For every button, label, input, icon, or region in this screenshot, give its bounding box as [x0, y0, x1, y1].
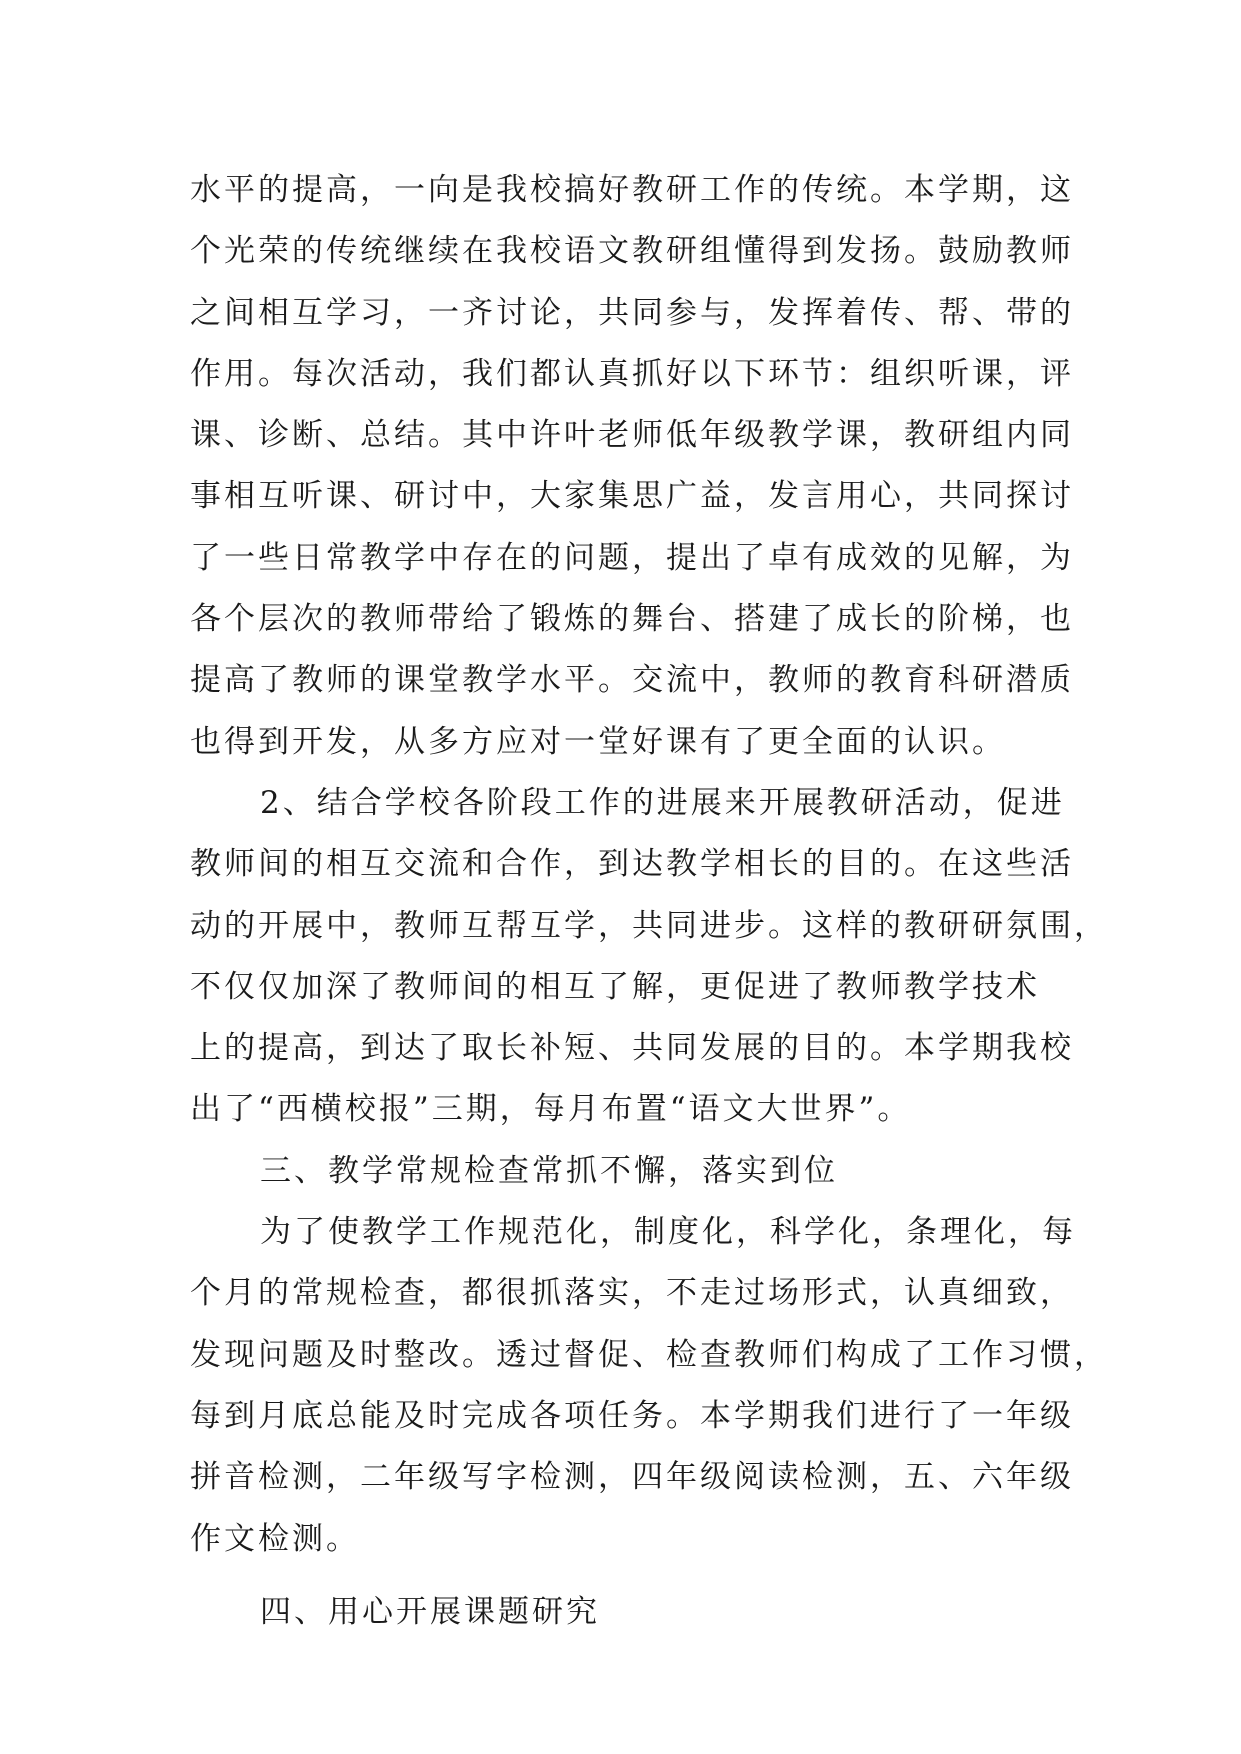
paragraph-2	[190, 773, 1108, 1141]
section-heading-3: 三、教学常规检查常抓不懈，落实到位	[260, 1152, 838, 1189]
text-line: 每到月底总能及时完成各项任务。本学期我们进行了一年级	[190, 1397, 1074, 1434]
paragraph-3	[190, 1202, 1108, 1570]
text-line: 作用。每次活动，我们都认真抓好以下环节：组织听课，评	[190, 355, 1074, 392]
text-line: 为了使教学工作规范化，制度化，科学化，条理化，每	[260, 1214, 1076, 1251]
text-line: 上的提高，到达了取长补短、共同发展的目的。本学期我校	[190, 1030, 1074, 1067]
text-line: 发现问题及时整改。透过督促、检查教师们构成了工作习惯，	[190, 1336, 1108, 1373]
document-body	[190, 160, 1108, 1643]
text-line: 拼音检测，二年级写字检测，四年级阅读检测，五、六年级	[190, 1459, 1074, 1496]
text-line: 教师间的相互交流和合作，到达教学相长的目的。在这些活	[190, 846, 1074, 883]
text-line: 之间相互学习，一齐讨论，共同参与，发挥着传、帮、带的	[190, 294, 1074, 331]
section-heading-4: 四、用心开展课题研究	[260, 1593, 600, 1630]
text-line: 2、结合学校各阶段工作的进展来开展教研活动，促进	[260, 784, 1065, 821]
text-line: 各个层次的教师带给了锻炼的舞台、搭建了成长的阶梯，也	[190, 601, 1074, 638]
text-line: 课、诊断、总结。其中许叶老师低年级教学课，教研组内同	[190, 417, 1074, 454]
text-line: 作文检测。	[190, 1520, 360, 1557]
text-line: 了一些日常教学中存在的问题，提出了卓有成效的见解，为	[190, 539, 1074, 576]
text-line: 个光荣的传统继续在我校语文教研组懂得到发扬。鼓励教师	[190, 233, 1074, 270]
text-line: 提高了教师的课堂教学水平。交流中，教师的教育科研潜质	[190, 662, 1074, 699]
text-line: 水平的提高，一向是我校搞好教研工作的传统。本学期，这	[190, 172, 1074, 208]
text-line: 出了“西横校报”三期，每月布置“语文大世界”。	[190, 1091, 912, 1128]
text-line: 个月的常规检查，都很抓落实，不走过场形式，认真细致，	[190, 1275, 1074, 1312]
text-line: 也得到开发，从多方应对一堂好课有了更全面的认识。	[190, 723, 1006, 760]
text-line: 事相互听课、研讨中，大家集思广益，发言用心，共同探讨	[190, 478, 1074, 515]
paragraph-1	[190, 160, 1074, 773]
text-line: 动的开展中，教师互帮互学，共同进步。这样的教研研氛围，	[190, 907, 1108, 944]
spacer	[190, 1570, 1060, 1582]
text-line: 不仅仅加深了教师间的相互了解，更促进了教师教学技术	[190, 968, 1040, 1005]
